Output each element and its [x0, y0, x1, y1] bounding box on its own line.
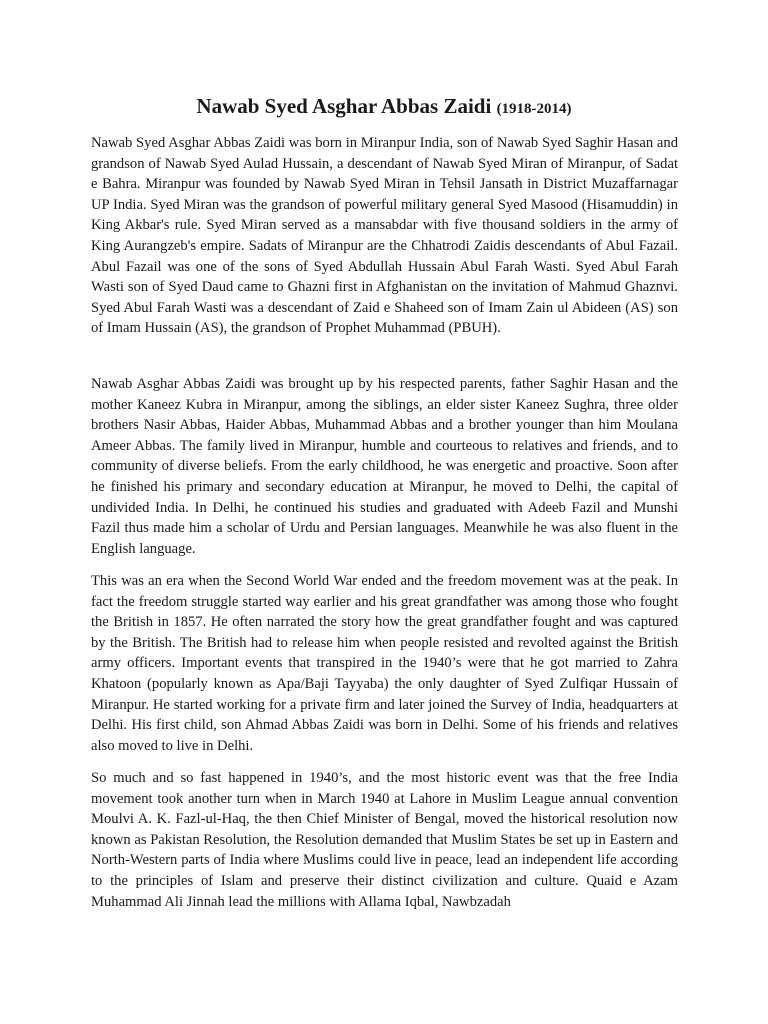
title-years: (1918-2014): [496, 101, 572, 117]
paragraph-2: Nawab Asghar Abbas Zaidi was brought up by his respected parents, father Saghir Hasan and the mother Kaneez Kubra in Miranpur, among the siblings, an elder sister Kaneez Sughra, three older brothers Nasir Abbas, Haider Abbas, Muhammad Abbas and a brother younger than him Moulana Ameer Abbas. The family lived in Miranpur, humble and courteous to relatives and friends, and to community of diverse beliefs. From the early childhood, he was energetic and proactive. Soon after he finished his primary and secondary education at Miranpur, he moved to Delhi, the capital of undivided India. In Delhi, he continued his studies and graduated with Adeeb Fazil and Munshi Fazil thus made him a scholar of Urdu and Persian languages. Meanwhile he was also fluent in the English language.: [91, 376, 678, 557]
page-title: [0, 92, 768, 123]
paragraph-3: This was an era when the Second World War ended and the freedom movement was at the peak. In fact the freedom struggle started way earlier and his great grandfather was among those who fought the British in 1857. He often narrated the story how the great grandfather fought and was captured by the British. The British had to release him when people resisted and revolted against the British army officers. Important events that transpired in the 1940’s were that he got married to Zahra Khatoon (popularly known as Apa/Baji Tayyaba) the only daughter of Syed Zulfiqar Hussain of Miranpur. He started working for a private firm and later joined the Survey of India, headquarters at Delhi. His first child, son Ahmad Abbas Zaidi was born in Delhi. Some of his friends and relatives also moved to live in Delhi.: [91, 573, 678, 754]
title-name: Nawab Syed Asghar Abbas Zaidi: [196, 94, 492, 118]
paragraph-4: So much and so fast happened in 1940’s, and the most historic event was that the free India movement took another turn when in March 1940 at Lahore in Muslim League annual convention Moulvi A. K. Fazl-ul-Haq, the then Chief Minister of Bengal, moved the historical resolution now known as Pakistan Resolution, the Resolution demanded that Muslim States be set up in Eastern and North-Western parts of India where Muslims could live in peace, lead an independent life according to the principles of Islam and preserve their distinct civilization and culture. Quaid e Azam Muhammad Ali Jinnah lead the millions with Allama Iqbal, Nawbzadah: [91, 770, 678, 910]
paragraph-1: Nawab Syed Asghar Abbas Zaidi was born in Miranpur India, son of Nawab Syed Saghir Hasan and grandson of Nawab Syed Aulad Hussain, a descendant of Nawab Syed Miran of Miranpur, of Sadat e Bahra. Miranpur was founded by Nawab Syed Miran in Tehsil Jansath in District Muzaffarnagar UP India. Syed Miran was the grandson of powerful military general Syed Masood (Hisamuddin) in King Akbar's rule. Syed Miran served as a mansabdar with five thousand soldiers in the army of King Aurangzeb's empire. Sadats of Miranpur are the Chhatrodi Zaidis descendants of Abul Fazail. Abul Fazail was one of the sons of Syed Abdullah Hussain Abul Farah Wasti. Syed Abul Farah Wasti son of Syed Daud came to Ghazni first in Afghanistan on the invitation of Mahmud Ghaznvi. Syed Abul Farah Wasti was a descendant of Zaid e Shaheed son of Imam Zain ul Abideen (AS) son of Imam Hussain (AS), the grandson of Prophet Muhammad (PBUH).: [91, 135, 678, 337]
